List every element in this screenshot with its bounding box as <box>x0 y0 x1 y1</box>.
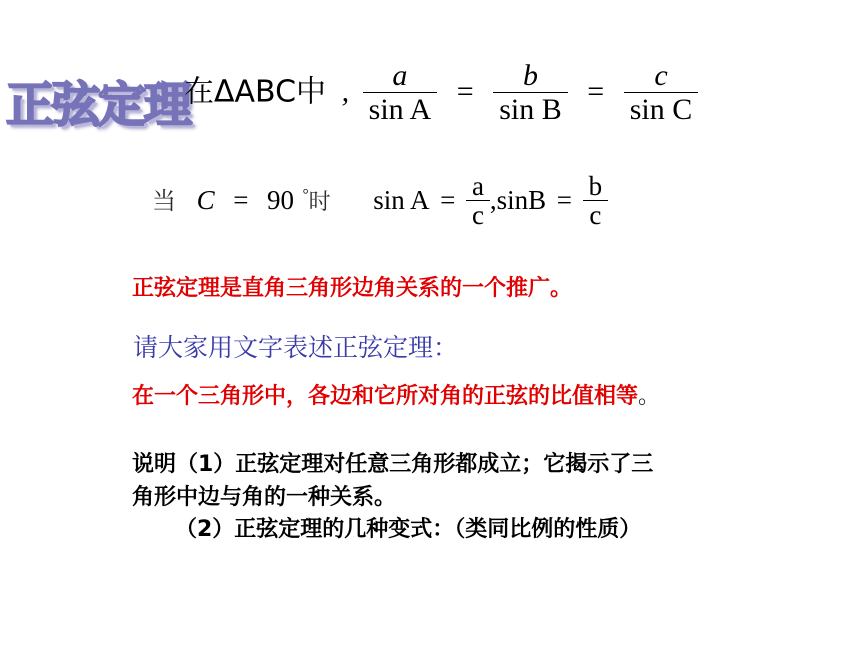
angle-value: 90 <box>267 185 295 216</box>
denominator-c: c <box>471 200 484 231</box>
denominator-sinB: sin B <box>499 92 562 126</box>
sinA-text: sin A <box>373 185 430 216</box>
fraction-b-c <box>583 172 609 231</box>
statement-text: 在一个三角形中，各边和它所对角的正弦的比值相等 <box>132 384 639 409</box>
note-line-3: （2）正弦定理的几种变式：（类同比例的性质） <box>175 517 642 542</box>
denominator-sinA: sin A <box>368 92 432 126</box>
denominator-c: c <box>589 200 602 231</box>
denominator-sinC: sin C <box>629 92 693 126</box>
fraction-a-sinA <box>363 60 438 126</box>
shi-label: 时 <box>308 190 331 216</box>
numerator-b: b <box>522 59 538 92</box>
note-line-1: 说明（1）正弦定理对任意三角形都成立；它揭示了三 <box>132 452 654 477</box>
theorem-statement <box>132 379 660 410</box>
equals-sign: = <box>556 185 573 216</box>
numerator-b: b <box>588 171 603 201</box>
numerator-a: a <box>471 171 484 201</box>
angle-c: C <box>196 185 215 216</box>
law-prefix: 在ΔABC中 <box>184 74 327 110</box>
when-label: 当 <box>152 187 176 216</box>
separator-comma: , <box>489 185 497 216</box>
prompt-text: 请大家用文字表述正弦定理： <box>133 333 459 362</box>
equals-sign: = <box>440 185 456 216</box>
fraction-c-sinC <box>624 60 699 126</box>
equals-sign: = <box>587 75 605 109</box>
degree-symbol: ° <box>302 187 309 204</box>
sinB-label: sinB <box>496 185 547 216</box>
right-triangle-case <box>152 172 608 231</box>
law-comma: , <box>341 75 350 109</box>
numerator-c: c <box>654 59 668 92</box>
slide-title: 正弦定理 <box>6 77 191 133</box>
generalization-text: 正弦定理是直角三角形边角关系的一个推广。 <box>132 276 573 301</box>
sinA-label <box>373 185 429 215</box>
fraction-b-sinB <box>493 60 568 126</box>
numerator-a: a <box>392 59 408 92</box>
statement-end: 。 <box>638 384 661 409</box>
fraction-a-c <box>466 172 490 231</box>
sine-law-formula <box>184 60 698 126</box>
equals-sign: = <box>233 185 249 216</box>
note-line-2: 角形中边与角的一种关系。 <box>132 485 397 510</box>
equals-sign: = <box>456 75 474 109</box>
